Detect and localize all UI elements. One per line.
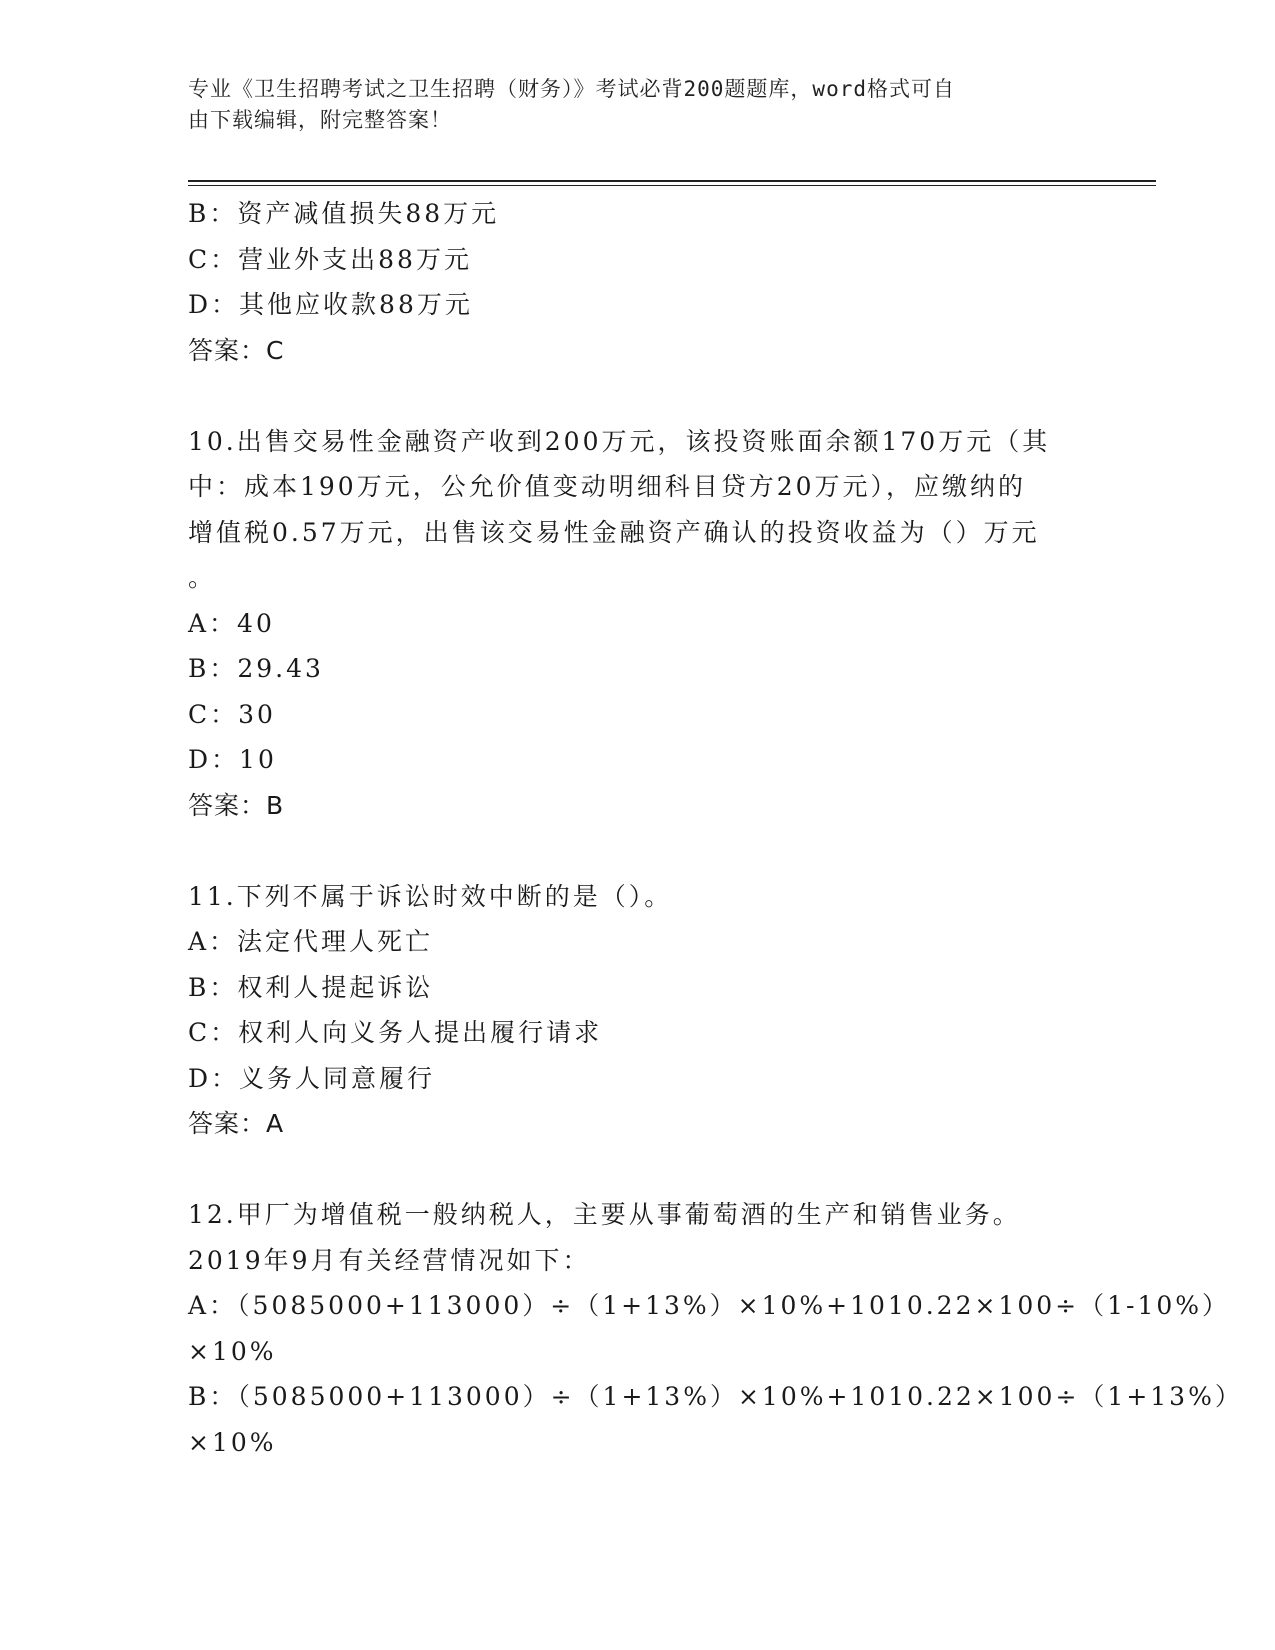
question-stem: 增值税0.57万元，出售该交易性金融资产确认的投资收益为（）万元: [188, 517, 1040, 547]
option-a: A：40: [188, 608, 275, 638]
option-a: A：（5085000+113000）÷（1+13%）×10%+1010.22×100÷（1-10%）: [188, 1291, 1231, 1320]
option-d: D：10: [188, 745, 277, 774]
spacer: [188, 373, 1088, 419]
answer-line: 答案：B: [188, 790, 285, 820]
option-d: D：义务人同意履行: [188, 1063, 436, 1093]
header-divider-thick: [188, 180, 1156, 182]
option-d: D：其他应收款88万元: [188, 290, 473, 319]
header-line-2: 由下载编辑，附完整答案！: [188, 108, 452, 132]
question-stem: 12.甲厂为增值税一般纳税人，主要从事葡萄酒的生产和销售业务。: [188, 1200, 1021, 1229]
header-line-1: 专业《卫生招聘考试之卫生招聘（财务）》考试必背200题题库，word格式可自: [188, 77, 955, 101]
question-list: [188, 191, 1243, 1465]
option-c: C：权利人向义务人提出履行请求: [188, 1018, 603, 1047]
option-b: B：资产减值损失88万元: [188, 199, 500, 228]
option-b: B：（5085000+113000）÷（1+13%）×10%+1010.22×100÷（1+13%）: [188, 1382, 1243, 1411]
answer-line: 答案：A: [188, 1109, 285, 1138]
answer-line: 答案：C: [188, 335, 285, 365]
option-c: C：营业外支出88万元: [188, 244, 472, 274]
question-stem: 中：成本190万元，公允价值变动明细科目贷方20万元），应缴纳的: [188, 472, 1027, 501]
question-stem: 10.出售交易性金融资产收到200万元，该投资账面余额170万元（其: [188, 426, 1051, 456]
question-stem: 。: [188, 563, 217, 592]
option-b: B：权利人提起诉讼: [188, 972, 434, 1002]
question-12: [188, 1192, 1243, 1465]
question-9: [188, 191, 1088, 373]
option-a: A：法定代理人死亡: [188, 927, 434, 956]
option-a-continued: ×10%: [188, 1336, 277, 1366]
option-b: B：29.43: [188, 654, 324, 683]
document-header: [188, 74, 1068, 136]
question-11: [188, 874, 1088, 1147]
question-10: [188, 419, 1088, 829]
question-stem: 11.下列不属于诉讼时效中断的是（）。: [188, 881, 673, 911]
header-divider-thin: [188, 185, 1156, 186]
question-stem: 2019年9月有关经营情况如下：: [188, 1245, 591, 1275]
spacer: [188, 828, 1088, 874]
spacer: [188, 1147, 1088, 1193]
option-b-continued: ×10%: [188, 1427, 277, 1457]
option-c: C：30: [188, 699, 276, 729]
